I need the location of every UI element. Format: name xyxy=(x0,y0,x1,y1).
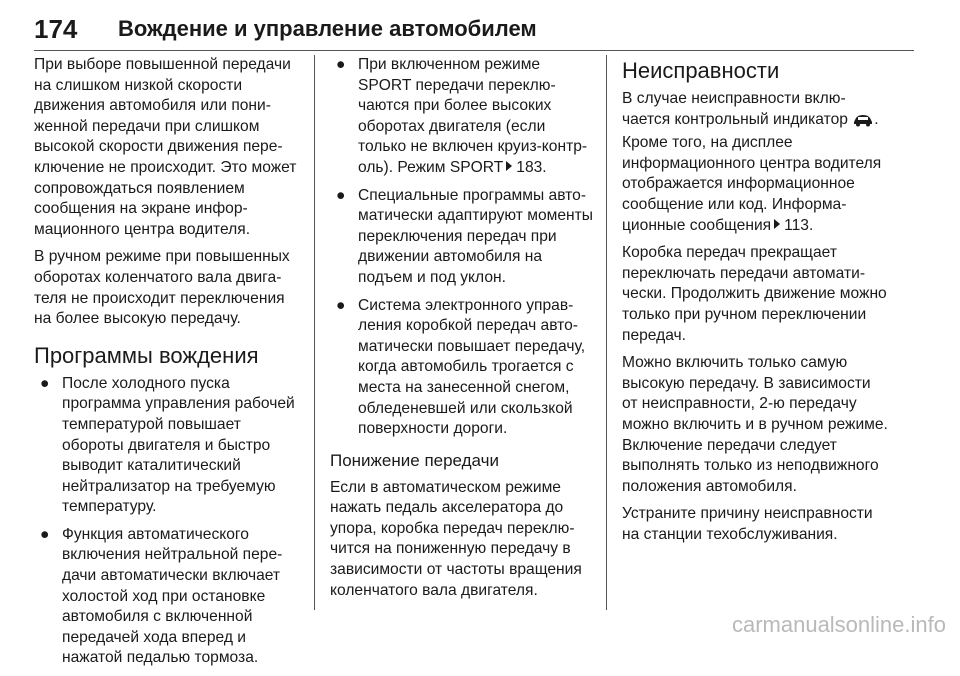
list-item-text: Система электронного управления коробкой передач автоматически повышает передачу, когда автомобиль трогается с места на занесенной снегом, обледеневшей или скользкой поверхности дороги. xyxy=(358,296,586,438)
list-item-text: При включенном режиме SPORT передачи переключаются при более высоких оборотах двигателя (если только не включен круиз-контроль). Режим SPORT xyxy=(358,56,588,176)
column-3 xyxy=(622,55,888,552)
bullet-icon: ● xyxy=(336,186,346,204)
paragraph: Можно включить только самую высокую передачу. В зависимости от неисправности, 2-ю передачу можно включить и в ручном режиме. Включение передачи следует выполнять только из неподвижного положения автомобиля. xyxy=(622,354,888,495)
column-2 xyxy=(330,55,594,608)
watermark: carmanualsonline.info xyxy=(731,612,946,637)
list-item xyxy=(34,525,302,669)
list-item xyxy=(330,55,594,179)
section-heading: Программы вождения xyxy=(34,342,259,368)
page-header xyxy=(34,8,914,50)
bullet-icon: ● xyxy=(40,525,50,543)
list-item-text: Функция автоматического включения нейтральной передачи автоматически включает холостой ход при остановке автомобиля с включенной передачей хода вперед и нажатой педалью тормоза. xyxy=(62,525,283,667)
reference-arrow-icon xyxy=(506,161,512,171)
list-item-text: Специальные программы автоматически адаптируют моменты переключения передач при движении автомобиля на подъем и под уклон. xyxy=(358,186,593,286)
paragraph xyxy=(622,89,888,236)
bullet-icon: ● xyxy=(40,374,50,392)
bullet-list xyxy=(34,374,302,669)
paragraph: Коробка передач прекращает переключать передачи автоматически. Продолжить движение можно только при ручном переключении передач. xyxy=(622,244,887,344)
bullet-icon: ● xyxy=(336,296,346,314)
list-item xyxy=(330,186,594,289)
list-item-text: После холодного пуска программа управления рабочей температурой повышает обороты двигателя и быстро выводит каталитический нейтрализатор на требуемую температуру. xyxy=(62,374,295,516)
paragraph: В ручном режиме при повышенных оборотах коленчатого вала двигателя не происходит переключения на более высокую передачу. xyxy=(34,248,290,328)
list-item xyxy=(34,374,302,518)
car-indicator-icon xyxy=(852,113,874,134)
paragraph: При выборе повышенной передачи на слишком низкой скорости движения автомобиля или пониженной передачи при слишком высокой скорости движения переключение не происходит. Это может сопровождаться появлением сообщения на экране информационного центра водителя. xyxy=(34,56,297,238)
reference-arrow-icon xyxy=(774,219,780,229)
column-divider xyxy=(606,55,607,610)
list-item xyxy=(330,296,594,440)
column-divider xyxy=(314,55,315,610)
paragraph-text: . Кроме того, на дисплее информационного центра водителя отображается информационное сообщение или код. Информационные сообщения xyxy=(622,110,882,234)
paragraph: Если в автоматическом режиме нажать педаль акселератора до упора, коробка передач переключится на пониженную передачу в зависимости от частоты вращения коленчатого вала двигателя. xyxy=(330,478,582,599)
header-rule xyxy=(34,50,914,51)
paragraph: Устраните причину неисправности на станции техобслуживания. xyxy=(622,505,873,543)
column-1 xyxy=(34,55,302,676)
paragraph-text: В случае неисправности включается контрольный индикатор xyxy=(622,90,848,128)
page-number: 174 xyxy=(34,14,78,44)
section-heading: Неисправности xyxy=(622,58,780,83)
bullet-list xyxy=(330,55,594,440)
page-reference[interactable]: 183. xyxy=(516,158,547,176)
subsection-heading: Понижение передачи xyxy=(330,450,499,470)
running-title: Вождение и управление автомобилем xyxy=(118,16,537,41)
bullet-icon: ● xyxy=(336,56,346,73)
page-reference[interactable]: 113. xyxy=(784,216,814,234)
